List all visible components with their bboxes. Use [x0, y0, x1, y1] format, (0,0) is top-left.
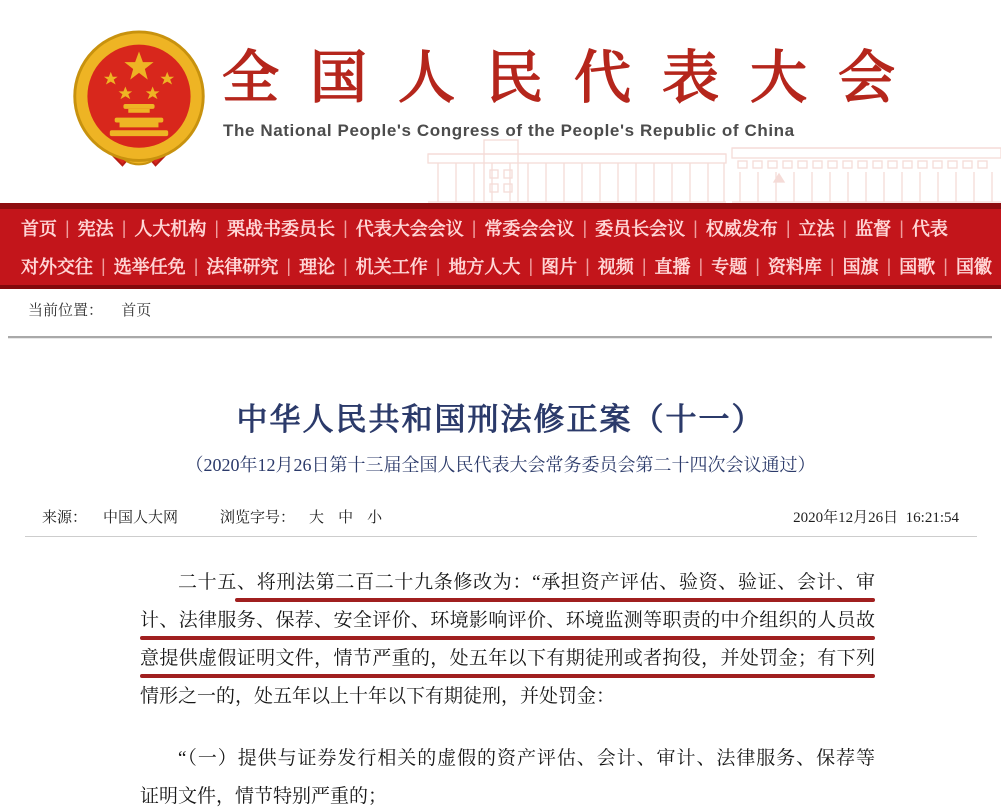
nav-separator: |	[755, 255, 760, 276]
nav-item[interactable]: 代表大会会议	[355, 219, 464, 239]
nav-item[interactable]: 首页	[21, 219, 57, 239]
body-line	[140, 678, 875, 716]
nav-item[interactable]: 栗战书委员长	[227, 219, 336, 239]
nav-separator: |	[943, 255, 948, 276]
breadcrumb	[28, 299, 151, 320]
font-size-option[interactable]: 中	[338, 510, 354, 526]
font-size-option[interactable]: 小	[367, 510, 383, 526]
body-line	[140, 778, 875, 812]
nav-separator: |	[585, 255, 590, 276]
site-subtitle: The National People's Congress of the People's Republic of China	[223, 121, 795, 140]
nav-item[interactable]: 国旗	[842, 257, 879, 277]
nav-separator: |	[899, 217, 904, 238]
nav-separator: |	[121, 217, 127, 238]
nav-item[interactable]: 地方人大	[448, 257, 521, 277]
nav-item[interactable]: 人大机构	[134, 219, 207, 239]
article-meta-left	[42, 506, 396, 527]
nav-item[interactable]: 机关工作	[355, 257, 428, 277]
nav-item[interactable]: 资料库	[767, 257, 822, 277]
nav-separator: |	[785, 217, 791, 238]
source-value: 中国人大网	[103, 510, 179, 526]
body-text: 将刑法第二百二十九条修改为：“承担资产评估、验资、验证、会计、审	[256, 572, 875, 593]
body-text: “（一）提供与证券发行相关的虚假的资产评估、会计、审计、法律服务、保荐等	[178, 748, 875, 769]
site-header	[0, 0, 1001, 203]
nav-separator: |	[435, 255, 441, 276]
nav-separator: |	[842, 217, 848, 238]
nav-item[interactable]: 图片	[541, 257, 578, 277]
nav-separator: |	[641, 255, 647, 276]
nav-separator: |	[343, 217, 348, 238]
nav-separator: |	[528, 255, 534, 276]
font-size-label: 浏览字号：	[220, 510, 296, 526]
article-subtitle: （2020年12月26日第十三届全国人民代表大会常务委员会第二十四次会议通过）	[185, 455, 816, 475]
nav-item[interactable]: 立法	[798, 219, 835, 239]
nav-separator: |	[693, 217, 698, 238]
font-size-option[interactable]: 大	[309, 510, 325, 526]
nav-item[interactable]: 国歌	[899, 257, 936, 277]
article-meta	[42, 506, 959, 527]
nav-separator: |	[886, 255, 892, 276]
source-label: 来源：	[42, 510, 88, 526]
body-text: 二十五、	[178, 572, 257, 593]
nav-separator: |	[829, 255, 835, 276]
body-text: 计、法律服务、保荐、安全评价、环境影响评价、环境监测等职责的中介组织的人员故	[140, 610, 875, 631]
nav-item[interactable]: 视频	[597, 257, 634, 277]
nav-separator: |	[286, 255, 292, 276]
main-navigation	[0, 203, 1001, 289]
body-line	[140, 602, 875, 640]
nav-item[interactable]: 对外交往	[21, 257, 93, 277]
article-body	[140, 564, 875, 812]
nav-item[interactable]: 专题	[711, 257, 748, 277]
divider-line	[8, 336, 992, 339]
font-size-options	[309, 506, 396, 527]
page-title: 中华人民共和国刑法修正案（十一）	[236, 402, 765, 437]
nav-row-2	[0, 247, 1001, 285]
nav-separator: |	[582, 217, 588, 238]
nav-separator: |	[193, 255, 199, 276]
breadcrumb-label: 当前位置：	[28, 302, 104, 319]
body-text: 意提供虚假证明文件，情节严重的，处五年以下有期徒刑或者拘役，并处罚金；有下列	[140, 648, 875, 669]
nav-item[interactable]: 法律研究	[206, 257, 279, 277]
nav-item[interactable]: 监督	[855, 219, 892, 239]
national-emblem-icon[interactable]	[66, 26, 212, 182]
nav-separator: |	[214, 217, 220, 238]
divider-line	[25, 536, 977, 537]
body-text: 情形之一的，处五年以上十年以下有期徒刑，并处罚金：	[140, 686, 616, 707]
publish-datetime: 2020年12月26日 16:21:54	[793, 510, 959, 526]
nav-item[interactable]: 权威发布	[705, 219, 778, 239]
great-hall-watermark-icon	[426, 138, 1001, 204]
body-line	[140, 564, 875, 602]
nav-item[interactable]: 国徽	[955, 257, 992, 277]
nav-item[interactable]: 常委会会议	[484, 219, 575, 239]
body-line	[140, 740, 875, 778]
breadcrumb-home-link[interactable]: 首页	[121, 302, 152, 319]
nav-item[interactable]: 委员长会议	[595, 219, 686, 239]
nav-separator: |	[65, 217, 70, 238]
nav-separator: |	[343, 255, 348, 276]
nav-item[interactable]: 选举任免	[113, 257, 186, 277]
nav-item[interactable]: 宪法	[77, 219, 114, 239]
nav-item[interactable]: 理论	[299, 257, 336, 277]
site-title: 全国人民代表大会	[222, 46, 926, 110]
nav-item[interactable]: 直播	[654, 257, 691, 277]
body-line	[140, 640, 875, 678]
nav-row-1	[0, 209, 1001, 247]
nav-separator: |	[471, 217, 477, 238]
nav-separator: |	[101, 255, 106, 276]
body-text: 证明文件，情节特别严重的；	[140, 786, 388, 807]
nav-item[interactable]: 代表	[911, 219, 948, 239]
nav-separator: |	[698, 255, 704, 276]
